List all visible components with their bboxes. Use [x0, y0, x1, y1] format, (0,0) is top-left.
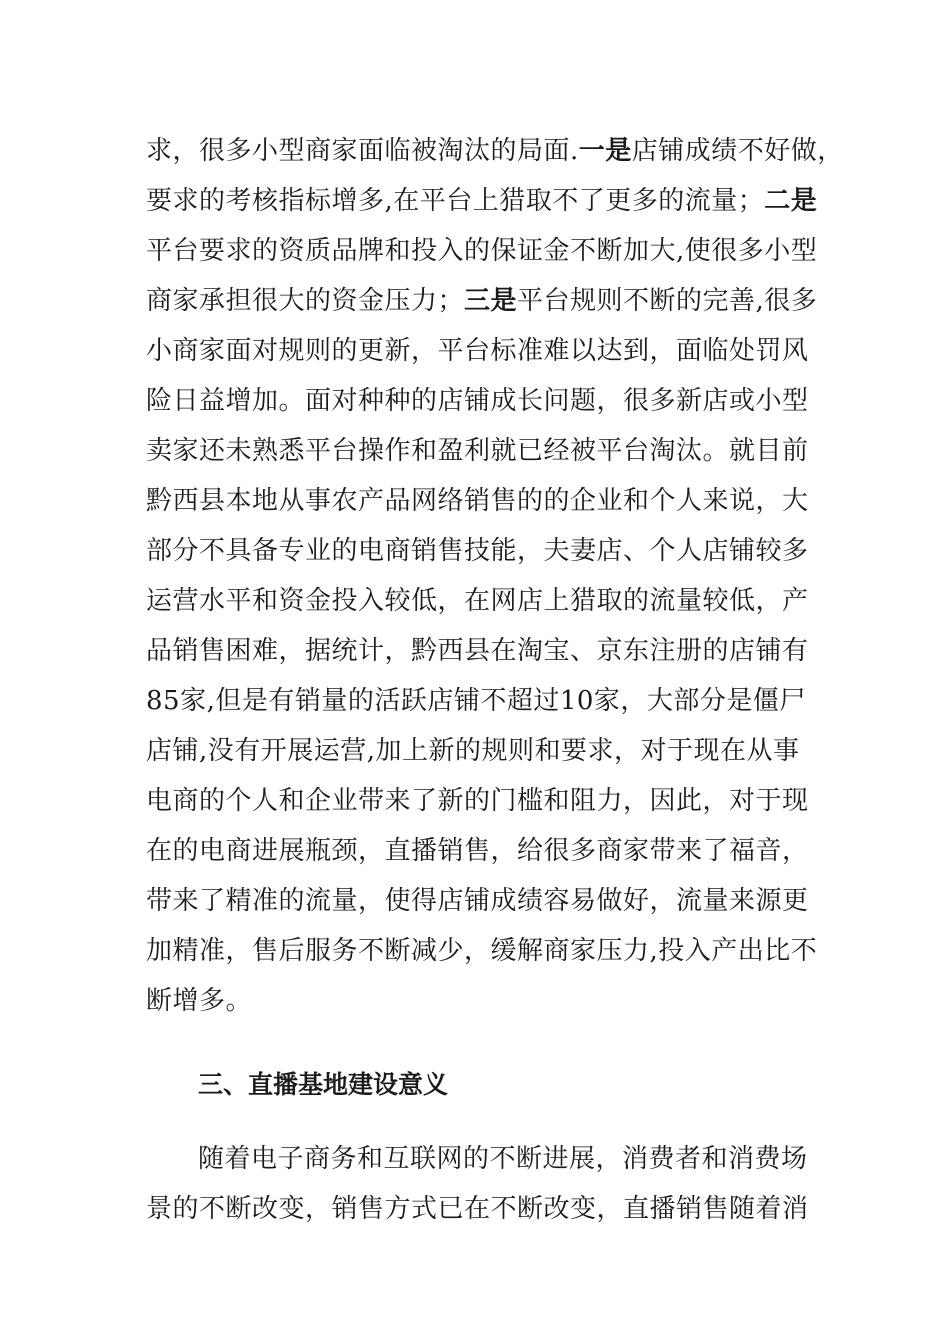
- paragraph-line: 在的电商进展瓶颈，直播销售，给很多商家带来了福音，: [146, 836, 809, 866]
- text-run: 商家承担很大的资金压力；: [146, 286, 465, 316]
- spacer: [146, 1110, 806, 1134]
- bold-marker: 三是: [464, 286, 518, 316]
- paragraph-line: 平台要求的资质品牌和投入的保证金不断加大,使很多小型: [146, 236, 818, 266]
- paragraph-line: 店铺,没有开展运营,加上新的规则和要求，对于现在从事: [146, 736, 800, 766]
- paragraph-line: 黔西县本地从事农产品网络销售的的企业和个人来说，大: [146, 486, 809, 516]
- paragraph-line: 85家,但是有销量的活跃店铺不超过10家，大部分是僵尸: [146, 686, 806, 716]
- paragraph-line: [146, 126, 844, 176]
- paragraph-line: 运营水平和资金投入较低，在网店上猎取的流量较低，产: [146, 586, 809, 616]
- paragraph-line: 带来了精准的流量，使得店铺成绩容易做好，流量来源更: [146, 886, 809, 916]
- paragraph-line: 断增多。: [146, 986, 253, 1016]
- text-run: 求，很多小型商家面临被淘汰的局面.: [146, 136, 579, 166]
- paragraph-line: 部分不具备专业的电商销售技能，夫妻店、个人店铺较多: [146, 536, 809, 566]
- section-heading: 三、直播基地建设意义: [198, 1070, 449, 1099]
- paragraph-line: 加精准，售后服务不断减少，缓解商家压力,投入产出比不: [146, 936, 818, 966]
- text-run: 店铺成绩不好做，: [631, 136, 844, 166]
- paragraph-line: 卖家还未熟悉平台操作和盈利就已经被平台淘汰。就目前: [146, 436, 809, 466]
- spacer: [146, 1026, 806, 1060]
- paragraph-line: 小商家面对规则的更新，平台标准难以达到，面临处罚风: [146, 336, 809, 366]
- bold-marker: 一是: [578, 136, 632, 166]
- paragraph-line: 品销售困难，据统计，黔西县在淘宝、京东注册的店铺有: [146, 636, 809, 666]
- paragraph-line: [146, 176, 818, 226]
- paragraph-line: 险日益增加。面对种种的店铺成长问题，很多新店或小型: [146, 386, 809, 416]
- paragraph-line: 电商的个人和企业带来了新的门槛和阻力，因此，对于现: [146, 786, 809, 816]
- text-run: 平台规则不断的完善,很多: [517, 286, 818, 316]
- text-run: 要求的考核指标增多,在平台上猎取不了更多的流量；: [146, 186, 765, 216]
- bold-marker: 二是: [764, 186, 818, 216]
- paragraph-line: 景的不断改变，销售方式已在不断改变，直播销售随着消: [146, 1194, 809, 1224]
- paragraph-line: 随着电子商务和互联网的不断进展，消费者和消费场: [198, 1144, 808, 1174]
- document-page: [146, 126, 844, 1234]
- paragraph-line: [146, 276, 818, 326]
